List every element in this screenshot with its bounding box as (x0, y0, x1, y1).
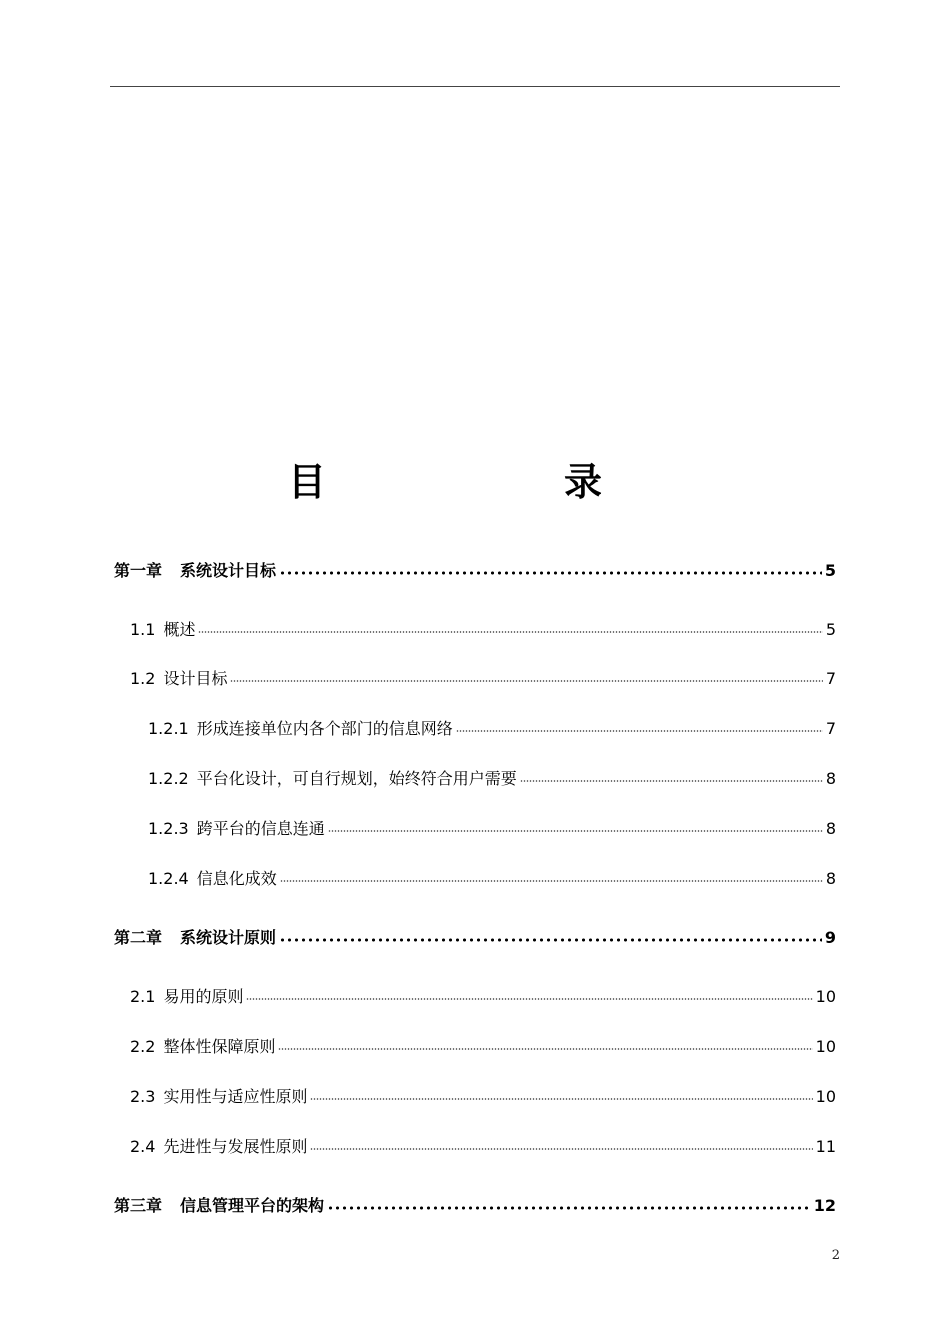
toc-entry-2-4[interactable] (130, 1135, 836, 1159)
toc-entry-1-2-3[interactable] (148, 817, 836, 841)
toc-entry-label: 设计目标 (163, 669, 228, 688)
toc-entry-number: 1.2.4 (148, 869, 189, 888)
toc-entry-chapter-2[interactable] (114, 926, 836, 950)
dot-leader (310, 1096, 812, 1102)
toc-entry-1-2-4[interactable] (148, 867, 836, 891)
toc-entry-page: 8 (825, 769, 836, 788)
dot-leader (310, 1146, 812, 1152)
toc-entry-page: 10 (815, 1087, 836, 1106)
toc-entry-label: 易用的原则 (163, 987, 244, 1006)
dot-leader (279, 570, 822, 576)
toc-entry-number: 1.2.3 (148, 819, 189, 838)
toc-entry-label: 系统设计原则 (180, 928, 277, 947)
toc-entry-number: 1.2.2 (148, 769, 189, 788)
toc-entry-2-3[interactable] (130, 1085, 836, 1109)
toc-entry-page: 9 (824, 928, 836, 947)
toc-entry-page: 11 (815, 1137, 836, 1156)
toc-entry-1-2-2[interactable] (148, 767, 836, 791)
toc-entry-number: 2.4 (130, 1137, 156, 1156)
dot-leader (246, 996, 812, 1002)
toc-entry-number: 1.2.1 (148, 719, 189, 738)
toc-entry-label: 整体性保障原则 (163, 1037, 276, 1056)
dot-leader (327, 1205, 811, 1211)
toc-entry-label: 实用性与适应性原则 (163, 1087, 308, 1106)
dot-leader (279, 937, 822, 943)
dot-leader (280, 878, 823, 884)
toc-entry-number: 1.1 (130, 620, 156, 639)
toc-entry-label: 信息管理平台的架构 (180, 1196, 325, 1215)
toc-entry-page: 7 (825, 719, 836, 738)
toc-entry-label: 概述 (163, 620, 196, 639)
dot-leader (520, 778, 823, 784)
toc-entry-number: 1.2 (130, 669, 156, 688)
dot-leader (198, 629, 822, 635)
toc-entry-page: 10 (815, 1037, 836, 1056)
toc-title: 目 录 (287, 460, 702, 504)
toc-entry-number: 第一章 (114, 561, 163, 580)
toc-entry-label: 形成连接单位内各个部门的信息网络 (196, 719, 453, 738)
toc-entry-1-2[interactable] (130, 667, 836, 691)
toc-entry-chapter-3[interactable] (114, 1194, 836, 1218)
toc-entry-1-1[interactable] (130, 618, 836, 642)
toc-entry-number: 2.2 (130, 1037, 156, 1056)
toc-entry-page: 5 (824, 561, 836, 580)
dot-leader (328, 828, 823, 834)
toc-entry-label: 系统设计目标 (180, 561, 277, 580)
dot-leader (230, 678, 822, 684)
toc-entry-label: 跨平台的信息连通 (196, 819, 325, 838)
toc-entry-page: 10 (815, 987, 836, 1006)
toc-entry-2-1[interactable] (130, 985, 836, 1009)
toc-entry-chapter-1[interactable] (114, 559, 836, 583)
toc-entry-page: 8 (825, 819, 836, 838)
page-number: 2 (831, 1248, 840, 1263)
toc-entry-page: 7 (825, 669, 836, 688)
toc-entry-number: 第二章 (114, 928, 163, 947)
toc-entry-2-2[interactable] (130, 1035, 836, 1059)
dot-leader (278, 1046, 812, 1052)
toc-entry-label: 信息化成效 (196, 869, 277, 888)
toc-entry-page: 8 (825, 869, 836, 888)
toc-entry-1-2-1[interactable] (148, 717, 836, 741)
toc-entry-number: 2.3 (130, 1087, 156, 1106)
toc-entry-label: 平台化设计，可自行规划，始终符合用户需要 (196, 769, 517, 788)
toc-entry-label: 先进性与发展性原则 (163, 1137, 308, 1156)
toc-entry-page: 5 (825, 620, 836, 639)
toc-entry-number: 2.1 (130, 987, 156, 1006)
toc-entry-page: 12 (813, 1196, 836, 1215)
dot-leader (456, 728, 823, 734)
toc-entry-number: 第三章 (114, 1196, 163, 1215)
